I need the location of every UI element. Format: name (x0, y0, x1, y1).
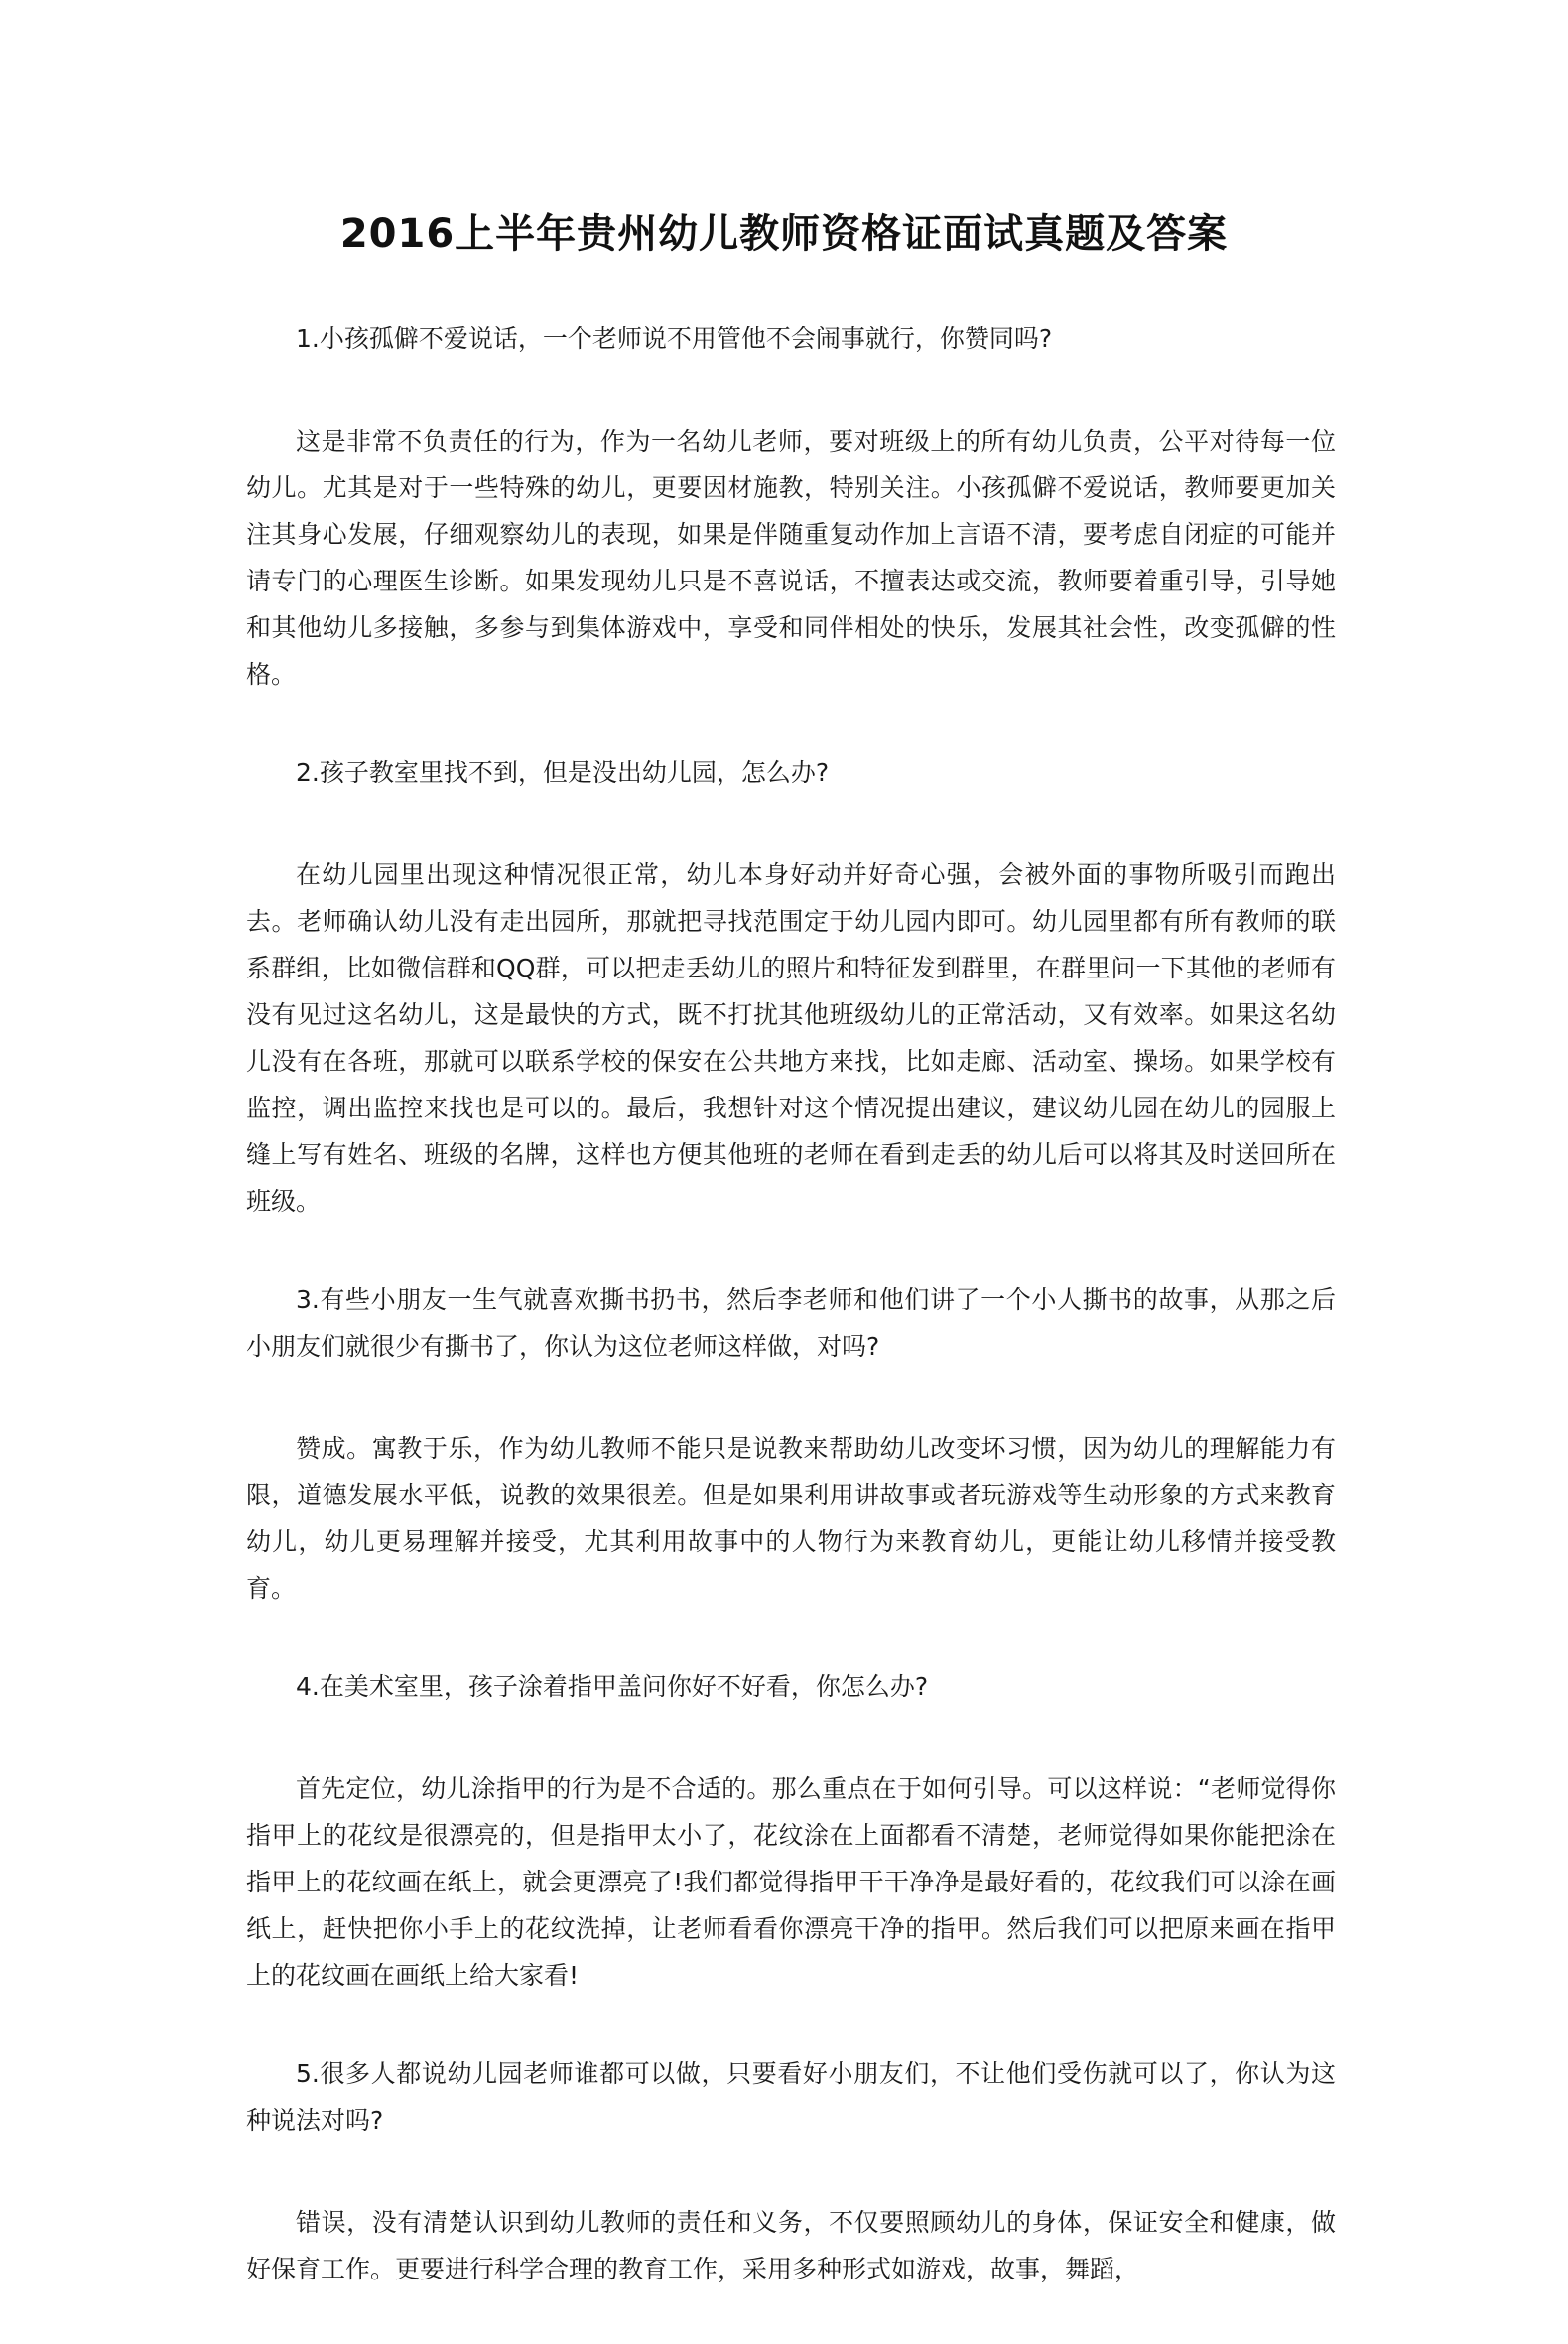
document-title: 2016上半年贵州幼儿教师资格证面试真题及答案 (339, 211, 1229, 257)
document-body (246, 316, 1336, 2344)
question-1: 1.小孩孤僻不爱说话，一个老师说不用管他不会闹事就行，你赞同吗? (296, 325, 1053, 353)
question-3: 3.有些小朋友一生气就喜欢撕书扔书，然后李老师和他们讲了一个小人撕书的故事，从那之后小朋友们就很少有撕书了，你认为这位老师这样做，对吗? (246, 1285, 1336, 1361)
answer-2: 在幼儿园里出现这种情况很正常，幼儿本身好动并好奇心强，会被外面的事物所吸引而跑出去。老师确认幼儿没有走出园所，那就把寻找范围定于幼儿园内即可。幼儿园里都有所有教师的联系群组，比如微信群和QQ群，可以把走丢幼儿的照片和特征发到群里，在群里问一下其他的老师有没有见过这名幼儿，这是最快的方式，既不打扰其他班级幼儿的正常活动，又有效率。如果这名幼儿没有在各班，那就可以联系学校的保安在公共地方来找，比如走廊、活动室、操场。如果学校有监控，调出监控来找也是可以的。最后，我想针对这个情况提出建议，建议幼儿园在幼儿的园服上缝上写有姓名、班级的名牌，这样也方便其他班的老师在看到走丢的幼儿后可以将其及时送回所在班级。 (246, 860, 1336, 1216)
answer-3: 赞成。寓教于乐，作为幼儿教师不能只是说教来帮助幼儿改变坏习惯，因为幼儿的理解能力有限，道德发展水平低，说教的效果很差。但是如果利用讲故事或者玩游戏等生动形象的方式来教育幼儿，幼儿更易理解并接受，尤其利用故事中的人物行为来教育幼儿，更能让幼儿移情并接受教育。 (246, 1434, 1336, 1603)
question-2: 2.孩子教室里找不到，但是没出幼儿园，怎么办? (296, 758, 830, 787)
question-5: 5.很多人都说幼儿园老师谁都可以做，只要看好小朋友们，不让他们受伤就可以了，你认为这种说法对吗? (246, 2059, 1336, 2135)
answer-5: 错误，没有清楚认识到幼儿教师的责任和义务，不仅要照顾幼儿的身体，保证安全和健康，做好保育工作。更要进行科学合理的教育工作，采用多种形式如游戏，故事，舞蹈， (246, 2208, 1336, 2283)
question-4: 4.在美术室里，孩子涂着指甲盖问你好不好看，你怎么办? (296, 1672, 929, 1701)
answer-1: 这是非常不负责任的行为，作为一名幼儿老师，要对班级上的所有幼儿负责，公平对待每一位幼儿。尤其是对于一些特殊的幼儿，更要因材施教，特别关注。小孩孤僻不爱说话，教师要更加关注其身心发展，仔细观察幼儿的表现，如果是伴随重复动作加上言语不清，要考虑自闭症的可能并请专门的心理医生诊断。如果发现幼儿只是不喜说话，不擅表达或交流，教师要着重引导，引导她和其他幼儿多接触，多参与到集体游戏中，享受和同伴相处的快乐，发展其社会性，改变孤僻的性格。 (246, 427, 1336, 689)
answer-4: 首先定位，幼儿涂指甲的行为是不合适的。那么重点在于如何引导。可以这样说：“老师觉得你指甲上的花纹是很漂亮的，但是指甲太小了，花纹涂在上面都看不清楚，老师觉得如果你能把涂在指甲上的花纹画在纸上，就会更漂亮了!我们都觉得指甲干干净净是最好看的，花纹我们可以涂在画纸上，赶快把你小手上的花纹洗掉，让老师看看你漂亮干净的指甲。然后我们可以把原来画在指甲上的花纹画在画纸上给大家看! (246, 1774, 1336, 1990)
